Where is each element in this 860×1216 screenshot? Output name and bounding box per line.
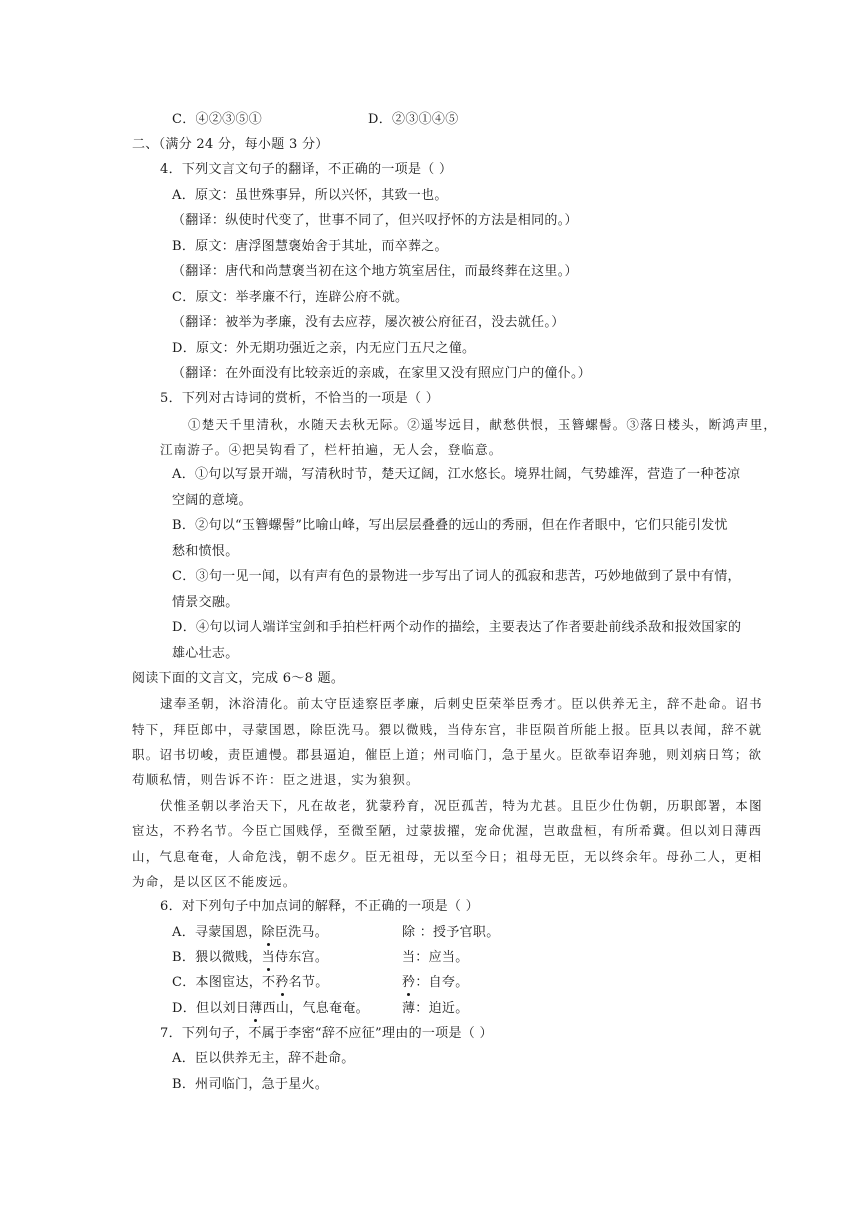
passage-line: 特下，拜臣郎中，寻蒙国恩，除臣洗马。猥以微贱，当侍东宫，非臣陨首所能上报。臣具以表闻，辞不就 bbox=[132, 722, 763, 737]
q4-option-a: A．原文：虽世殊事异，所以兴怀，其致一也。 bbox=[172, 188, 448, 203]
q6-option-a bbox=[172, 924, 328, 942]
q5-option-c-line-1: C．③句一见一闻，以有声有色的景物进一步写出了词人的孤寂和悲苦，巧妙地做到了景中有情， bbox=[172, 569, 741, 584]
q6-option-a-dotted-word: 除 bbox=[261, 925, 275, 940]
q6-option-c-text: C．本图宦达，不 bbox=[172, 975, 276, 990]
passage-line: 为命，是以区区不能废远。 bbox=[132, 874, 297, 889]
passage-line: 职。诏书切峻，责臣逋慢。郡县逼迫，催臣上道；州司临门，急于星火。臣欲奉诏奔驰，则刘病日笃；欲 bbox=[132, 747, 763, 762]
q5-poem-line-2: 江南游子。④把吴钩看了，栏杆拍遍，无人会，登临意。 bbox=[160, 442, 503, 457]
q5-option-a-line-2: 空阔的意境。 bbox=[172, 493, 252, 508]
q4-option-a-translation: （翻译：纵使时代变了，世事不同了，但兴叹抒怀的方法是相同的。） bbox=[172, 213, 578, 228]
passage-line: 苟顺私情，则告诉不许：臣之进退，实为狼狈。 bbox=[132, 772, 420, 787]
q6-option-a-text-rest: 臣洗马。 bbox=[274, 925, 329, 940]
passage-line: 伏惟圣朝以孝治天下，凡在故老，犹蒙矜育，况臣孤苦，特为尤甚。且臣少仕伪朝，历职郎署，本图 bbox=[160, 798, 763, 813]
q4-option-d-translation: （翻译：在外面没有比较亲近的亲戚，在家里又没有照应门户的僮仆。） bbox=[172, 366, 592, 381]
q5-option-c-line-2: 情景交融。 bbox=[172, 595, 239, 610]
passage-line: 逮奉圣朝，沐浴清化。前太守臣逵察臣孝廉，后刺史臣荣举臣秀才。臣以供养无主，辞不赴命。诏书 bbox=[160, 696, 763, 711]
q6-option-a-text: A．寻蒙国恩， bbox=[172, 925, 262, 940]
q6-option-c bbox=[172, 974, 329, 992]
passage-line: 宦达，不矜名节。今臣亡国贱俘，至微至陋，过蒙拔擢，宠命优渥，岂敢盘桓，有所希冀。但以刘日薄西 bbox=[132, 823, 763, 838]
q3-option-c: C．④②③⑤① bbox=[172, 112, 263, 127]
q5-option-d-line-1: D．④句以词人端详宝剑和手拍栏杆两个动作的描绘，主要表达了作者要赴前线杀敌和报效国家的 bbox=[172, 620, 742, 635]
q6-option-c-explanation-dotted-word: 矜 bbox=[402, 975, 416, 990]
q6-stem: 6．对下列句子中加点词的解释，不正确的一项是（ ） bbox=[160, 899, 479, 914]
q6-option-b bbox=[172, 949, 328, 967]
q5-option-d-line-2: 雄心壮志。 bbox=[172, 646, 239, 661]
q4-option-c-translation: （翻译：被举为孝廉，没有去应荐，屡次被公府征召，没去就任。） bbox=[172, 315, 565, 330]
q6-option-d bbox=[172, 1000, 369, 1018]
q6-option-c-dotted-word: 矜 bbox=[275, 975, 289, 990]
q6-option-b-explanation: 当：应当。 bbox=[402, 950, 469, 965]
q4-option-d: D．原文：外无期功强近之亲，内无应门五尺之僮。 bbox=[172, 341, 476, 356]
q5-poem-line-1: ①楚天千里清秋，水随天去秋无际。②遥岑远目，献愁供恨，玉簪螺髻。③落日楼头，断鸿声里， bbox=[188, 417, 778, 432]
q6-option-d-dotted-word: 薄 bbox=[249, 1001, 263, 1016]
q7-option-a: A．臣以供养无主，辞不赴命。 bbox=[172, 1051, 355, 1066]
q4-option-b-translation: （翻译：唐代和尚慧褒当初在这个地方筑室居住，而最终葬在这里。） bbox=[172, 264, 578, 279]
q6-option-d-explanation: 薄：迫近。 bbox=[402, 1001, 469, 1016]
q6-option-b-text: B．猥以微贱， bbox=[172, 950, 262, 965]
q6-option-d-text-rest: 西山，气息奄奄。 bbox=[262, 1001, 369, 1016]
section-2-header: 二、（满分 24 分，每小题 3 分） bbox=[132, 137, 329, 152]
q5-option-b-line-2: 愁和愤恨。 bbox=[172, 544, 239, 559]
q6-option-c-explanation bbox=[402, 974, 469, 992]
q6-option-b-text-rest: 侍东宫。 bbox=[274, 950, 329, 965]
passage-line: 山，气息奄奄，人命危浅，朝不虑夕。臣无祖母，无以至今日；祖母无臣，无以终余年。母孙二人，更相 bbox=[132, 849, 763, 864]
reading-instruction: 阅读下面的文言文，完成 6～8 题。 bbox=[132, 671, 345, 686]
q7-stem: 7．下列句子，不属于李密“辞不应征”理由的一项是（ ） bbox=[160, 1026, 493, 1041]
q5-option-a-line-1: A．①句以写景开端，写清秋时节，楚天辽阔，江水悠长。境界壮阔，气势雄浑，营造了一种苍凉 bbox=[172, 467, 741, 482]
q6-option-c-text-rest: 名节。 bbox=[288, 975, 329, 990]
q6-option-d-text: D．但以刘日 bbox=[172, 1001, 250, 1016]
q5-option-b-line-1: B．②句以“玉簪螺髻”比喻山峰，写出层层叠叠的远山的秀丽，但在作者眼中，它们只能引发忧 bbox=[172, 518, 728, 533]
q5-stem: 5．下列对古诗词的赏析，不恰当的一项是（ ） bbox=[160, 391, 440, 406]
q4-option-b: B．原文：唐浮图慧褒始舍于其址，而卒葬之。 bbox=[172, 239, 448, 254]
q4-option-c: C．原文：举孝廉不行，连辟公府不就。 bbox=[172, 290, 409, 305]
q6-option-b-dotted-word: 当 bbox=[261, 950, 275, 965]
q3-option-d: D．②③①④⑤ bbox=[368, 112, 459, 127]
q4-stem: 4．下列文言文句子的翻译，不正确的一项是（ ） bbox=[160, 162, 453, 177]
q7-option-b: B．州司临门，急于星火。 bbox=[172, 1077, 329, 1092]
q6-option-c-explanation-text: ：自夸。 bbox=[415, 975, 469, 990]
q6-option-a-explanation: 除 ：授予官职。 bbox=[402, 925, 500, 940]
